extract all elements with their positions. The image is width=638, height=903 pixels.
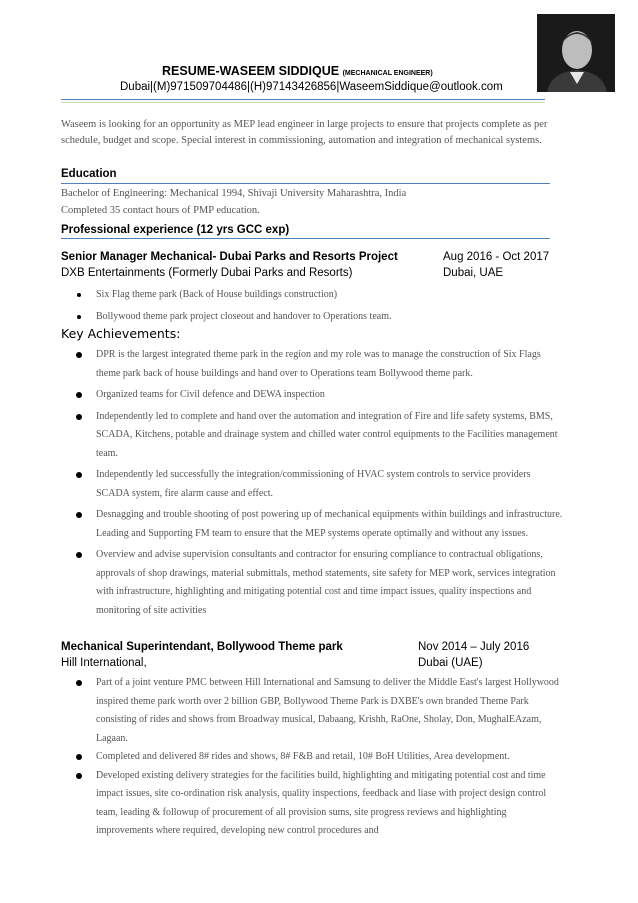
list-item: Desnagging and trouble shooting of post powering up of mechanical equipments within buildings and infrastructure. Leading and Supporting FM team to ensure that the MEP systems operate optimally and without any issues. [61, 506, 566, 543]
bullet-icon [77, 293, 81, 297]
education-line-1: Bachelor of Engineering: Mechanical 1994, Shivaji University Maharashtra, India [61, 188, 407, 199]
summary-text: Waseem is looking for an opportunity as MEP lead engineer in large projects to ensure that projects complete as per schedule, budget and scope. Special interest in commissioning, automation and integration of mechanical systems. [61, 119, 548, 146]
experience-divider [61, 238, 550, 239]
bullet-icon [76, 773, 82, 779]
job1-dates: Aug 2016 - Oct 2017 [443, 251, 550, 263]
bullet-icon [76, 414, 82, 420]
header-divider-secondary [61, 102, 545, 103]
bullet-icon [77, 315, 81, 319]
resume-title [162, 64, 433, 78]
list-item: Developed existing delivery strategies for the facilities build, highlighting and mitigating potential cost and time impact issues, site co-ordination risk analysis, quality inspections, feedback and liase with project design control team, leading & followup of procurement of all provision sums, site progress reviews and highlighting improvements where required, developing new control procedures and [61, 767, 566, 841]
bullet-icon [76, 512, 82, 518]
achievements-list [61, 346, 566, 620]
bullet-icon [76, 352, 82, 358]
list-item: Completed and delivered 8# rides and shows, 8# F&B and retail, 10# BoH Utilities, Area development. [61, 748, 566, 767]
list-item: DPR is the largest integrated theme park in the region and my role was to manage the construction of Six Flags theme park back of house buildings and hand over to Operations team Bollywood theme park. [61, 346, 566, 383]
list-item: Part of a joint venture PMC between Hill International and Samsung to deliver the Middle East's largest Hollywood inspired theme park worth over 2 billion GBP, Bollywood Theme Park is DXBE's own branded Theme Park consisting of rides and shows from Broadway musical, Dabaang, Krishh, RaOne, Sholay, Don, MughalEAzam, Lagaan. [61, 674, 566, 748]
candidate-name: RESUME-WASEEM SIDDIQUE [162, 64, 340, 78]
list-item: Overview and advise supervision consultants and contractor for ensuring compliance to contractual obligations, approvals of shop drawings, material submittals, method statements, site safety for MEP work, services integration with infrastructure, highlighting and mitigating potential cost and time impact issues, quality inspections and monitoring of site activities [61, 546, 566, 620]
list-item: Independently led successfully the integration/commissioning of HVAC system controls to service providers SCADA system, fire alarm cause and effect. [61, 466, 566, 503]
education-line-2: Completed 35 contact hours of PMP education. [61, 205, 260, 216]
job1-company: DXB Entertainments (Formerly Dubai Parks and Resorts) [61, 267, 353, 279]
bullet-icon [76, 680, 82, 686]
bullet-icon [76, 552, 82, 558]
experience-heading: Professional experience (12 yrs GCC exp) [61, 224, 290, 236]
profile-photo [537, 14, 615, 92]
list-item: Bollywood theme park project closeout and handover to Operations team. [61, 308, 566, 327]
job2-company: Hill International, [61, 657, 147, 669]
job2-location: Dubai (UAE) [418, 657, 483, 669]
bullet-icon [76, 472, 82, 478]
list-item: Organized teams for Civil defence and DEWA inspection [61, 386, 566, 405]
job2-dates: Nov 2014 – July 2016 [418, 641, 530, 653]
education-heading: Education [61, 168, 117, 180]
job1-location: Dubai, UAE [443, 267, 504, 279]
bullet-icon [76, 392, 82, 398]
job1-title: Senior Manager Mechanical- Dubai Parks and Resorts Project [61, 251, 398, 263]
job2-bullet-list [61, 674, 566, 841]
portrait-image [537, 14, 615, 92]
header-divider [61, 99, 545, 100]
education-divider [61, 183, 550, 184]
job2-title: Mechanical Superintendant, Bollywood Theme park [61, 641, 343, 653]
key-achievements-heading: Key Achievements: [61, 326, 181, 341]
title-suffix: (MECHANICAL ENGINEER) [342, 70, 433, 77]
bullet-icon [76, 754, 82, 760]
list-item: Independently led to complete and hand over the automation and integration of Fire and life safety systems, BMS, SCADA, Kitchens, potable and drainage system and chilled water control equipments to the Facilities management team. [61, 408, 566, 464]
contact-line: Dubai|(M)971509704486|(H)97143426856|WaseemSiddique@outlook.com [120, 81, 503, 93]
list-item: Six Flag theme park (Back of House buildings construction) [61, 286, 566, 305]
job1-project-list [61, 286, 566, 326]
